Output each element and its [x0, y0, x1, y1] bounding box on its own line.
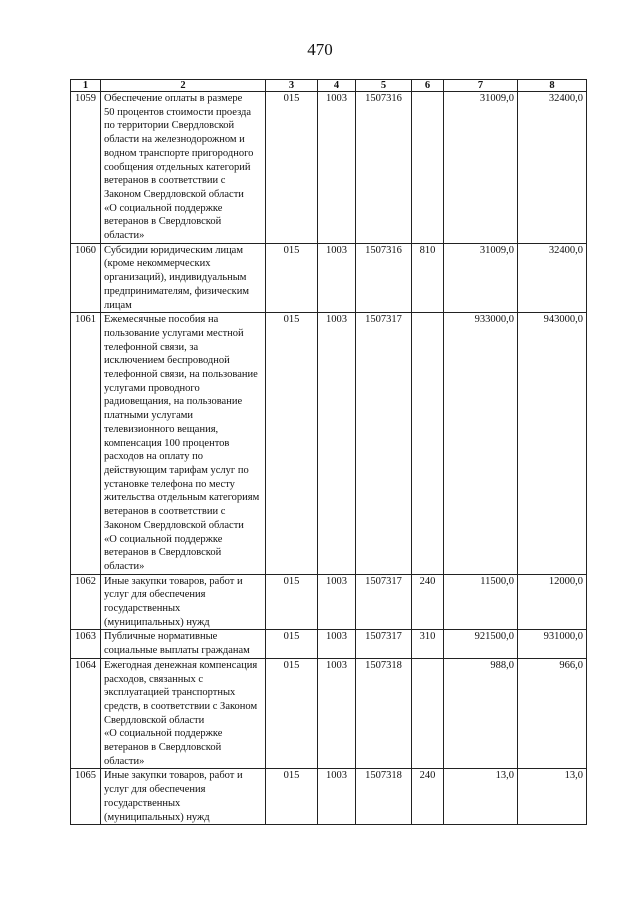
amount-col8: 12000,0	[518, 574, 587, 630]
column-header: 3	[266, 80, 318, 92]
amount-col8: 32400,0	[518, 92, 587, 244]
page-number: 470	[307, 40, 333, 59]
row-description: Обеспечение оплаты в размере 50 процентов стоимости проезда по территории Свердловской области на железнодорожном и водном транспорте пригородного сообщения отдельных категорий ветеранов в соответствии с Законом Свердловской области «О социальной поддержке ветеранов в Свердловской области»	[101, 92, 266, 244]
amount-col8: 943000,0	[518, 313, 587, 574]
admin-code: 015	[266, 630, 318, 658]
admin-code: 015	[266, 92, 318, 244]
table-row	[71, 658, 587, 769]
amount-col8: 32400,0	[518, 243, 587, 313]
row-number: 1059	[71, 92, 101, 244]
row-description: Субсидии юридическим лицам (кроме некоммерческих организаций), индивидуальным предпринимателям, физическим лицам	[101, 243, 266, 313]
row-description: Публичные нормативные социальные выплаты гражданам	[101, 630, 266, 658]
section-code: 1003	[318, 574, 356, 630]
section-code: 1003	[318, 769, 356, 825]
table-row	[71, 313, 587, 574]
expense-type-code: 310	[412, 630, 444, 658]
admin-code: 015	[266, 658, 318, 769]
column-header: 8	[518, 80, 587, 92]
amount-col7: 31009,0	[444, 243, 518, 313]
target-article-code: 1507317	[356, 574, 412, 630]
table-row	[71, 769, 587, 825]
amount-col7: 921500,0	[444, 630, 518, 658]
section-code: 1003	[318, 313, 356, 574]
expense-type-code: 240	[412, 574, 444, 630]
amount-col8: 13,0	[518, 769, 587, 825]
expense-type-code	[412, 92, 444, 244]
table-row	[71, 92, 587, 244]
budget-table	[70, 79, 587, 825]
target-article-code: 1507317	[356, 313, 412, 574]
admin-code: 015	[266, 574, 318, 630]
row-number: 1064	[71, 658, 101, 769]
table-row	[71, 574, 587, 630]
section-code: 1003	[318, 630, 356, 658]
amount-col7: 988,0	[444, 658, 518, 769]
expense-type-code	[412, 658, 444, 769]
column-header: 2	[101, 80, 266, 92]
row-description: Иные закупки товаров, работ и услуг для обеспечения государственных (муниципальных) нужд	[101, 769, 266, 825]
column-header: 6	[412, 80, 444, 92]
row-number: 1062	[71, 574, 101, 630]
column-header: 7	[444, 80, 518, 92]
row-number: 1060	[71, 243, 101, 313]
table-row	[71, 630, 587, 658]
target-article-code: 1507316	[356, 243, 412, 313]
amount-col7: 11500,0	[444, 574, 518, 630]
column-header: 5	[356, 80, 412, 92]
row-number: 1065	[71, 769, 101, 825]
target-article-code: 1507317	[356, 630, 412, 658]
expense-type-code: 810	[412, 243, 444, 313]
column-header: 4	[318, 80, 356, 92]
section-code: 1003	[318, 92, 356, 244]
row-description: Ежемесячные пособия на пользование услугами местной телефонной связи, за исключением беспроводной телефонной связи, на пользование услугами проводного радиовещания, на пользование платными услугами телевизионного вещания, компенсация 100 процентов расходов на оплату по действующим тарифам услуг по установке телефона по месту жительства отдельным категориям ветеранов в соответствии с Законом Свердловской области «О социальной поддержке ветеранов в Свердловской области»	[101, 313, 266, 574]
amount-col8: 966,0	[518, 658, 587, 769]
admin-code: 015	[266, 243, 318, 313]
row-description: Ежегодная денежная компенсация расходов, связанных с эксплуатацией транспортных средств, в соответствии с Законом Свердловской области «О социальной поддержке ветеранов в Свердловской области»	[101, 658, 266, 769]
target-article-code: 1507318	[356, 658, 412, 769]
target-article-code: 1507318	[356, 769, 412, 825]
table-row	[71, 243, 587, 313]
amount-col8: 931000,0	[518, 630, 587, 658]
expense-type-code	[412, 313, 444, 574]
amount-col7: 13,0	[444, 769, 518, 825]
amount-col7: 933000,0	[444, 313, 518, 574]
target-article-code: 1507316	[356, 92, 412, 244]
admin-code: 015	[266, 769, 318, 825]
column-header: 1	[71, 80, 101, 92]
amount-col7: 31009,0	[444, 92, 518, 244]
row-number: 1063	[71, 630, 101, 658]
table-header-row	[71, 80, 587, 92]
row-number: 1061	[71, 313, 101, 574]
expense-type-code: 240	[412, 769, 444, 825]
admin-code: 015	[266, 313, 318, 574]
section-code: 1003	[318, 658, 356, 769]
row-description: Иные закупки товаров, работ и услуг для обеспечения государственных (муниципальных) нужд	[101, 574, 266, 630]
section-code: 1003	[318, 243, 356, 313]
